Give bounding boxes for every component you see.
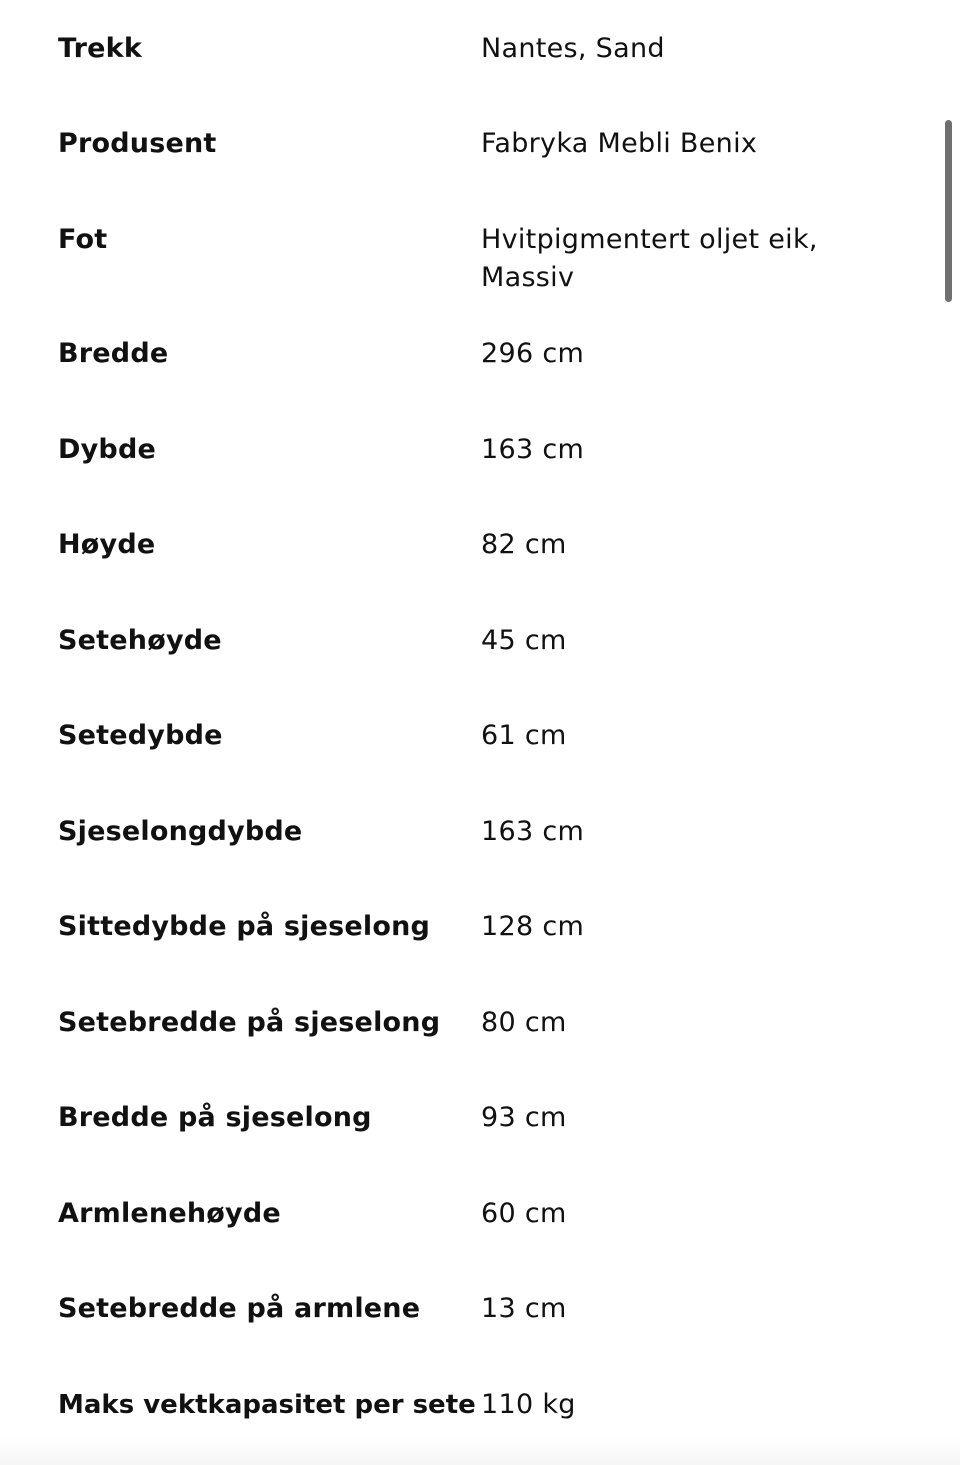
spec-value: 60 cm — [481, 1198, 567, 1229]
spec-value: 296 cm — [481, 338, 585, 369]
spec-label: Setehøyde — [58, 625, 222, 656]
spec-value: 82 cm — [481, 529, 567, 560]
bottom-fade — [0, 1435, 960, 1465]
spec-value: 13 cm — [481, 1293, 567, 1324]
spec-value: 110 kg — [481, 1389, 576, 1420]
scrollbar-thumb[interactable] — [945, 120, 952, 302]
spec-label: Trekk — [58, 33, 142, 64]
spec-label: Høyde — [58, 529, 156, 560]
spec-value: 163 cm — [481, 816, 585, 847]
spec-value: 93 cm — [481, 1102, 567, 1133]
spec-value: 61 cm — [481, 720, 567, 751]
spec-value: Nantes, Sand — [481, 33, 665, 64]
spec-label: Produsent — [58, 128, 217, 159]
spec-value: 163 cm — [481, 434, 585, 465]
spec-value: Fabryka Mebli Benix — [481, 128, 758, 159]
spec-label: Armlenehøyde — [58, 1198, 281, 1229]
spec-label: Bredde — [58, 338, 169, 369]
spec-label: Maks vektkapasitet per sete — [58, 1390, 476, 1420]
spec-value: 128 cm — [481, 911, 585, 942]
spec-value: 45 cm — [481, 625, 567, 656]
spec-label: Bredde på sjeselong — [58, 1102, 372, 1133]
spec-label: Dybde — [58, 434, 156, 465]
spec-label: Sittedybde på sjeselong — [58, 911, 431, 942]
spec-value: Hvitpigmentert oljet eik, Massiv — [481, 224, 818, 293]
spec-label: Sjeselongdybde — [58, 816, 303, 847]
spec-label: Fot — [58, 224, 108, 255]
spec-label: Setebredde på sjeselong — [58, 1007, 441, 1038]
spec-label: Setedybde — [58, 720, 223, 751]
spec-label: Setebredde på armlene — [58, 1293, 421, 1324]
spec-value: 80 cm — [481, 1007, 567, 1038]
